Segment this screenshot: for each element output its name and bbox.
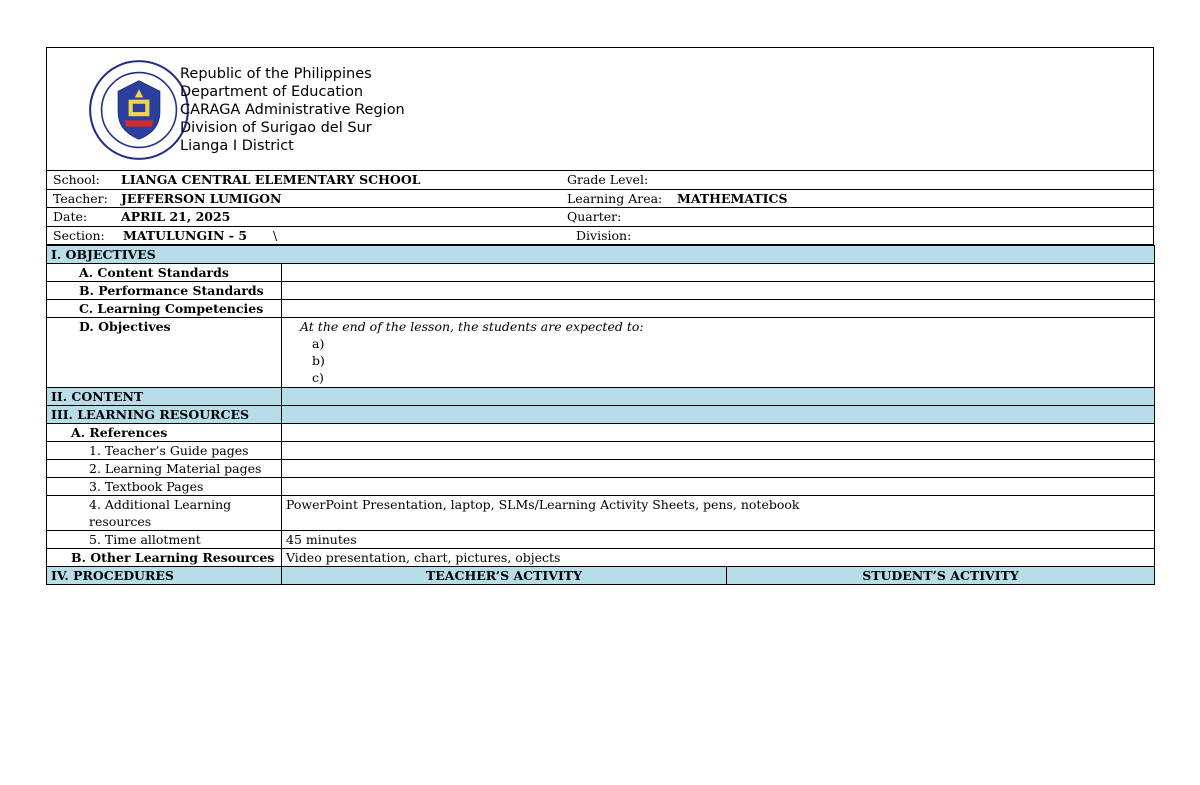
row-learning-competencies <box>47 300 1155 318</box>
info-row-teacher <box>46 190 1154 208</box>
row-objectives-d <box>47 318 1155 388</box>
references-label: A. References <box>47 424 282 442</box>
row-references <box>47 424 1155 442</box>
info-row-date <box>46 208 1154 227</box>
objectives-heading: I. OBJECTIVES <box>47 246 1155 264</box>
division-label: Division: <box>576 228 632 243</box>
agency-line: Lianga I District <box>180 138 294 154</box>
additional-resources-value: PowerPoint Presentation, laptop, SLMs/Learning Activity Sheets, pens, notebook <box>282 496 1155 531</box>
learning-competencies-value <box>282 300 1155 318</box>
teacher-value: JEFFERSON LUMIGON <box>121 191 282 206</box>
agency-line: CARAGA Administrative Region <box>180 102 405 118</box>
info-row-school <box>46 171 1154 190</box>
additional-resources-label: 4. Additional Learning resources <box>47 496 282 531</box>
objectives-intro: At the end of the lesson, the students are expected to: <box>300 319 644 334</box>
objectives-d-label: D. Objectives <box>47 318 282 388</box>
objective-item: a) <box>312 336 325 351</box>
objectives-d-value <box>282 318 1155 388</box>
row-other-resources <box>47 549 1155 567</box>
letterhead <box>46 47 1154 171</box>
content-standards-value <box>282 264 1155 282</box>
objective-item: b) <box>312 353 325 368</box>
agency-line: Republic of the Philippines <box>180 66 372 82</box>
objective-item: c) <box>312 370 324 385</box>
student-activity-heading: STUDENT’S ACTIVITY <box>727 567 1155 585</box>
time-allotment-value: 45 minutes <box>282 531 1155 549</box>
section-value: MATULUNGIN - 5 <box>123 228 248 243</box>
other-resources-label: B. Other Learning Resources <box>47 549 282 567</box>
other-resources-value: Video presentation, chart, pictures, objects <box>282 549 1155 567</box>
date-label: Date: <box>53 209 88 224</box>
date-value: APRIL 21, 2025 <box>121 209 231 224</box>
learning-area-label: Learning Area: <box>567 191 663 206</box>
textbook-value <box>282 478 1155 496</box>
info-row-section <box>46 227 1154 245</box>
textbook-label: 3. Textbook Pages <box>47 478 282 496</box>
learning-resources-heading: III. LEARNING RESOURCES <box>47 406 282 424</box>
lesson-plan-table <box>46 245 1155 585</box>
references-value <box>282 424 1155 442</box>
row-performance-standards <box>47 282 1155 300</box>
row-textbook <box>47 478 1155 496</box>
procedures-heading: IV. PROCEDURES <box>47 567 282 585</box>
row-learning-material <box>47 460 1155 478</box>
grade-level-label: Grade Level: <box>567 172 649 187</box>
agency-lines <box>180 65 405 155</box>
row-additional-resources <box>47 496 1155 531</box>
deped-seal-icon <box>87 58 191 162</box>
learning-resources-value <box>282 406 1155 424</box>
teacher-activity-heading: TEACHER’S ACTIVITY <box>282 567 727 585</box>
row-content <box>47 388 1155 406</box>
performance-standards-label: B. Performance Standards <box>47 282 282 300</box>
row-objectives <box>47 246 1155 264</box>
row-procedures <box>47 567 1155 585</box>
time-allotment-label: 5. Time allotment <box>47 531 282 549</box>
learning-competencies-label: C. Learning Competencies <box>47 300 282 318</box>
agency-line: Department of Education <box>180 84 364 100</box>
row-learning-resources <box>47 406 1155 424</box>
section-label: Section: <box>53 228 105 243</box>
row-time-allotment <box>47 531 1155 549</box>
section-mark: \ <box>273 228 278 243</box>
teacher-label: Teacher: <box>53 191 108 206</box>
learning-area-value: MATHEMATICS <box>677 191 788 206</box>
school-value: LIANGA CENTRAL ELEMENTARY SCHOOL <box>121 172 421 187</box>
performance-standards-value <box>282 282 1155 300</box>
quarter-label: Quarter: <box>567 209 622 224</box>
learning-material-label: 2. Learning Material pages <box>47 460 282 478</box>
content-value <box>282 388 1155 406</box>
row-content-standards <box>47 264 1155 282</box>
learning-material-value <box>282 460 1155 478</box>
content-standards-label: A. Content Standards <box>47 264 282 282</box>
teachers-guide-value <box>282 442 1155 460</box>
agency-line: Division of Surigao del Sur <box>180 120 372 136</box>
row-teachers-guide <box>47 442 1155 460</box>
teachers-guide-label: 1. Teacher’s Guide pages <box>47 442 282 460</box>
content-heading: II. CONTENT <box>47 388 282 406</box>
school-label: School: <box>53 172 100 187</box>
